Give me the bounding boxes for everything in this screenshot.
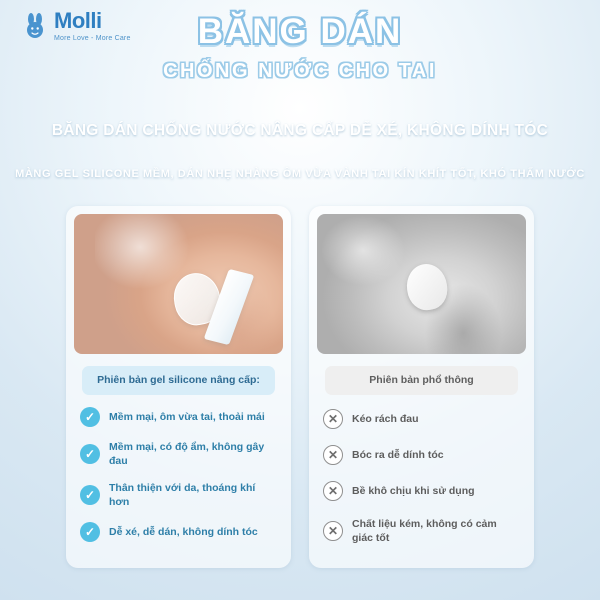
list-item: [323, 517, 520, 545]
list-item-label: Chất liệu kém, không có cảm giác tốt: [352, 517, 497, 544]
product-photo-ordinary: [317, 214, 526, 354]
list-item: [80, 522, 277, 542]
check-icon: ✓: [80, 407, 100, 427]
cross-icon: ✕: [323, 521, 343, 541]
check-icon: ✓: [80, 522, 100, 542]
check-icon: ✓: [80, 485, 100, 505]
feature-list-ordinary: [317, 409, 526, 558]
list-item: [323, 445, 520, 465]
list-item-label: Kéo rách đau: [352, 412, 419, 425]
panel-upgraded: [66, 206, 291, 568]
headline-subtitle: CHỐNG NƯỚC CHO TAI: [163, 60, 437, 82]
brand-tagline: More Love - More Care: [54, 35, 131, 42]
cross-icon: ✕: [323, 445, 343, 465]
headline-line-3: BĂNG DÁN CHỐNG NƯỚC NÂNG CẤP DỄ XÉ, KHÔNG DÍNH TÓC: [51, 122, 549, 139]
list-item-label: Dễ xé, dễ dán, không dính tóc: [109, 526, 258, 539]
panel-ordinary: [309, 206, 534, 568]
panel-label-ordinary: Phiên bản phổ thông: [325, 366, 517, 395]
brand-name: Molli: [54, 8, 102, 33]
ordinary-patch-shape: [404, 262, 450, 313]
headline-line-4: MÀNG GEL SILICONE MỀM, DÁN NHẸ NHÀNG ÔM VỪA VÀNH TAI KÍN KHÍT TỐT, KHÓ THẤM NƯỚC: [15, 168, 585, 180]
panel-label-upgraded: Phiên bản gel silicone nâng cấp:: [82, 366, 274, 395]
headline-block: [0, 8, 600, 83]
list-item-label: Thân thiện với da, thoáng khí hơn: [109, 482, 256, 509]
headline-title: BĂNG DÁN: [197, 12, 403, 51]
check-icon: ✓: [80, 444, 100, 464]
list-item: [80, 481, 277, 509]
list-item: [323, 481, 520, 501]
list-item: [323, 409, 520, 429]
list-item-label: Bề khô chịu khi sử dụng: [352, 484, 475, 497]
list-item-label: Mềm mại, có độ ẩm, không gây đau: [109, 440, 265, 467]
list-item-label: Mềm mại, ôm vừa tai, thoải mái: [109, 410, 265, 423]
list-item: [80, 407, 277, 427]
cross-icon: ✕: [323, 481, 343, 501]
list-item: [80, 440, 277, 468]
cross-icon: ✕: [323, 409, 343, 429]
feature-list-upgraded: [74, 407, 283, 558]
product-photo-upgraded: [74, 214, 283, 354]
list-item-label: Bóc ra dễ dính tóc: [352, 448, 444, 461]
comparison-panels: [66, 206, 534, 568]
